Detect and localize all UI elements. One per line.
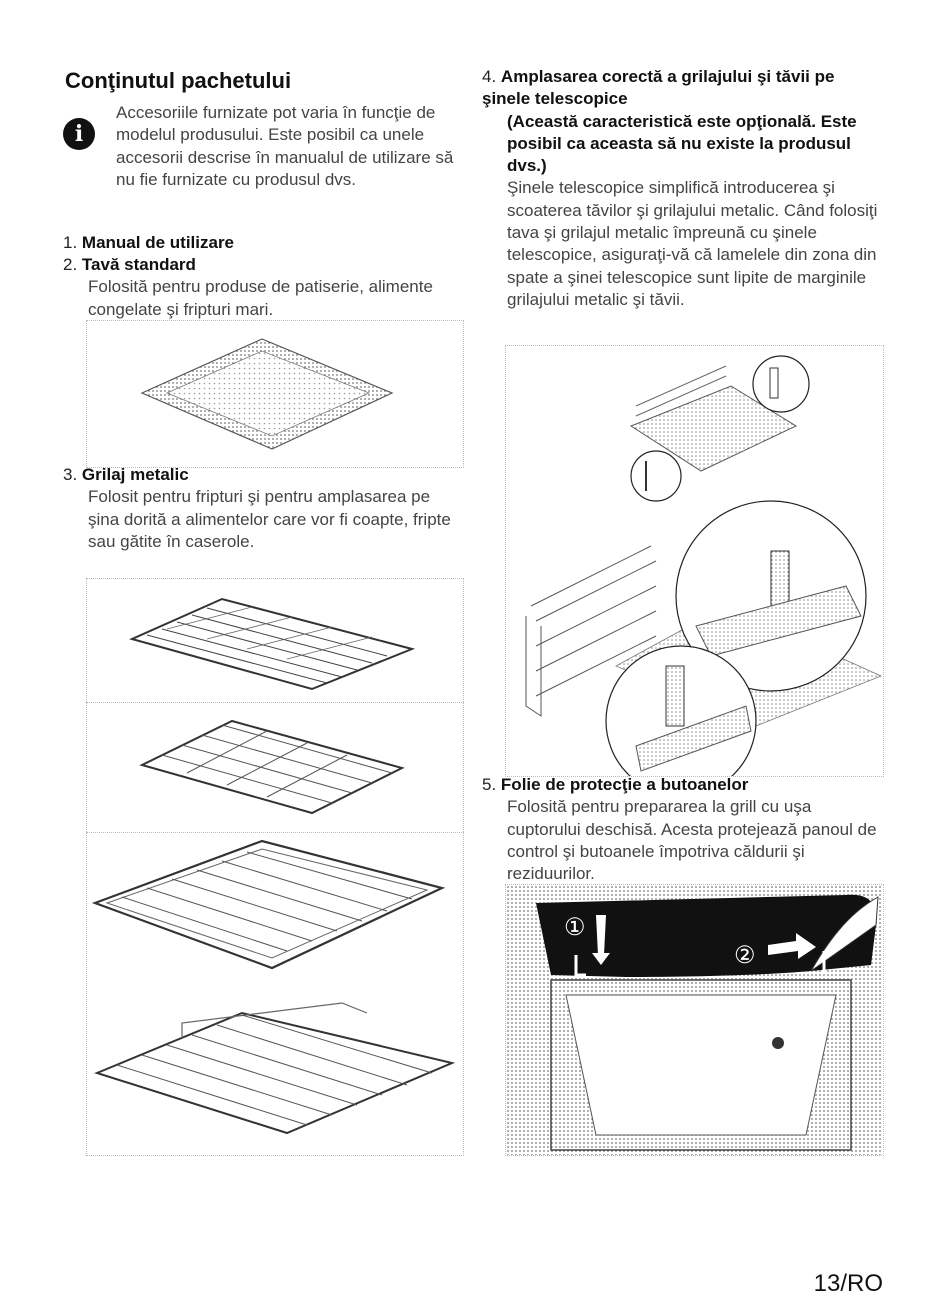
item-heading: Grilaj metalic	[81, 465, 189, 484]
item-body: Folosit pentru fripturi şi pentru amplasarea pe şina dorită a alimentelor care vor fi coapte, fripte sau gătite în caserole.	[88, 487, 451, 551]
step-1-label: ①	[564, 914, 586, 941]
item-number: 3.	[63, 465, 78, 484]
wire-rack-figure-3	[86, 832, 464, 1156]
wire-rack-figure-2	[86, 702, 464, 834]
list-item	[63, 464, 463, 553]
item-body: Folosită pentru produse de patiserie, alimente congelate şi fripturi mari.	[88, 277, 433, 319]
item-number: 5.	[482, 775, 497, 794]
item-body: Folosită pentru prepararea la grill cu uşa cuptorului deschisă. Acesta protejează panoul de control şi butoanele împotriva căldurii şi reziduurilor.	[507, 797, 877, 884]
item-heading: Folie de protecţie a butoanelor	[500, 775, 749, 794]
list-item	[482, 774, 887, 885]
telescopic-rails-figure	[505, 345, 884, 777]
page-number: 13/RO	[813, 1270, 883, 1297]
item-number: 2.	[63, 255, 78, 274]
item-heading: Tavă standard	[81, 255, 196, 274]
item-body: Şinele telescopice simplifică introducerea şi scoaterea tăvilor şi grilajului metalic. Când folosiţi tava şi grilajul metalic împreună cu şinele telescopice, asiguraţi-vă că lamelele din zona din spate a şinei telescopice sunt lipite de marginile grilajului metalic şi tăvii.	[507, 178, 878, 309]
step-2-label: ②	[734, 942, 756, 969]
page-title: Conţinutul pachetului	[65, 68, 292, 93]
wire-rack-figure-1	[86, 578, 464, 704]
info-icon: i	[63, 118, 95, 150]
list-item	[63, 254, 463, 321]
tray-figure	[86, 320, 464, 468]
item-heading: Amplasarea corectă a grilajului şi tăvii pe şinele telescopice	[482, 67, 835, 109]
item-heading: Manual de utilizare	[81, 233, 235, 252]
item-number: 1.	[63, 233, 78, 252]
list-item	[63, 232, 463, 254]
knob-foil-figure	[505, 884, 884, 1156]
item-number: 4.	[482, 67, 497, 86]
info-note: Accesoriile furnizate pot varia în funcţie de modelul produsului. Este posibil ca unele accesorii descrise în manualul de utilizare să nu fie furnizate cu produsul dvs.	[116, 103, 454, 189]
item-note: (Această caracteristică este opţională. Este posibil ca aceasta să nu existe la produsul dvs.)	[507, 111, 857, 176]
list-item	[482, 66, 887, 311]
